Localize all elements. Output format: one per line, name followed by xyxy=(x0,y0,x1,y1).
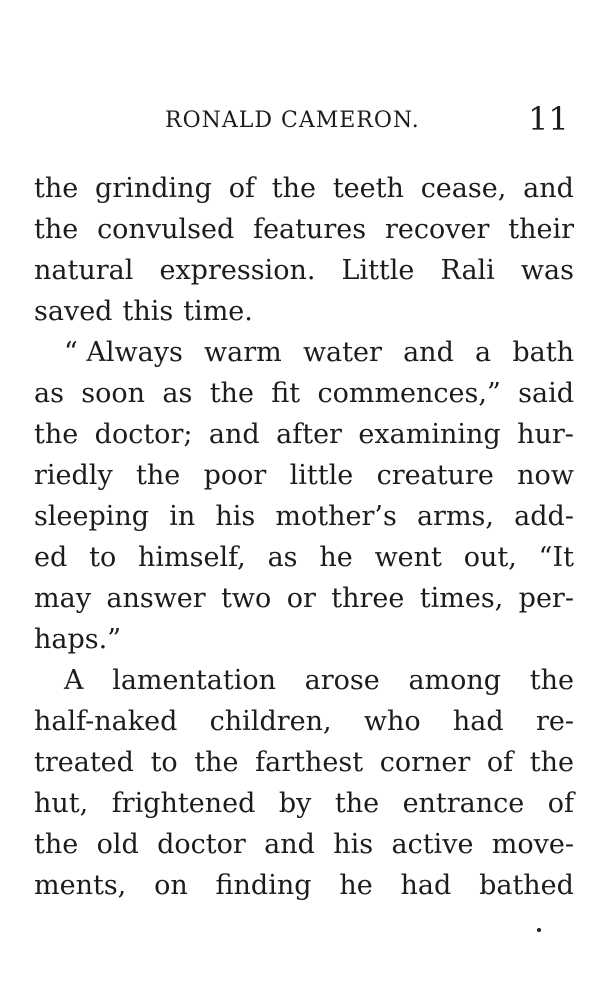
word: sleeping xyxy=(34,501,150,532)
word: poor xyxy=(203,460,267,491)
word: as xyxy=(162,378,193,409)
word: he xyxy=(319,542,353,573)
word: hut, xyxy=(34,788,89,819)
text-line xyxy=(34,578,574,619)
word: farthest xyxy=(255,747,364,778)
word: the xyxy=(209,378,254,409)
word: the xyxy=(529,665,574,696)
word: may xyxy=(34,583,91,614)
word: half-naked xyxy=(34,706,178,737)
text-line xyxy=(34,660,574,701)
text-line xyxy=(34,209,574,250)
word: arose xyxy=(304,665,380,696)
ink-speck xyxy=(537,928,541,932)
text-line xyxy=(34,783,574,824)
word: himself, xyxy=(138,542,246,573)
word: or xyxy=(286,583,316,614)
text-line xyxy=(34,414,574,455)
word: of xyxy=(486,747,514,778)
word: Rali xyxy=(440,255,495,286)
body-text xyxy=(34,168,574,906)
word: and xyxy=(208,419,260,450)
text-line xyxy=(34,619,574,660)
word: examining xyxy=(358,419,501,450)
word: the xyxy=(334,788,380,819)
word: re- xyxy=(535,706,574,737)
word: his xyxy=(333,829,374,860)
text-line xyxy=(34,291,574,332)
text-line xyxy=(34,168,574,209)
word: answer xyxy=(106,583,206,614)
word: times, xyxy=(419,583,504,614)
word: old xyxy=(96,829,139,860)
word: fit xyxy=(271,378,301,409)
word: haps.” xyxy=(34,624,122,655)
text-line xyxy=(34,332,574,373)
word: was xyxy=(520,255,574,286)
word: finding xyxy=(215,870,312,901)
word: “It xyxy=(538,542,574,573)
word: after xyxy=(276,419,342,450)
word: expression. xyxy=(159,255,316,286)
word: his xyxy=(215,501,256,532)
word: bath xyxy=(512,337,574,368)
word: riedly xyxy=(34,460,113,491)
word: lamentation xyxy=(112,665,276,696)
word: he xyxy=(339,870,373,901)
word: saved xyxy=(34,296,113,327)
word: add- xyxy=(514,501,574,532)
word: convulsed xyxy=(97,214,235,245)
running-head xyxy=(0,100,611,140)
word: as xyxy=(267,542,298,573)
word: mother’s xyxy=(275,501,397,532)
word: treated xyxy=(34,747,134,778)
word: soon xyxy=(81,378,146,409)
word: on xyxy=(154,870,188,901)
word: to xyxy=(89,542,117,573)
word: by xyxy=(278,788,312,819)
word: grinding xyxy=(95,173,212,204)
text-line xyxy=(34,537,574,578)
word: Little xyxy=(341,255,415,286)
word: water xyxy=(302,337,382,368)
word: the xyxy=(194,747,239,778)
word: the xyxy=(34,419,79,450)
word: doctor xyxy=(157,829,246,860)
word: went xyxy=(374,542,442,573)
word: the xyxy=(271,173,316,204)
word: of xyxy=(228,173,255,204)
word: and xyxy=(264,829,315,860)
word: creature xyxy=(376,460,494,491)
word: out, xyxy=(463,542,517,573)
word: who xyxy=(363,706,421,737)
word: the xyxy=(34,214,79,245)
word: entrance xyxy=(402,788,525,819)
word: to xyxy=(150,747,178,778)
text-line xyxy=(34,865,574,906)
text-line xyxy=(34,701,574,742)
word: corner xyxy=(379,747,471,778)
word: two xyxy=(221,583,272,614)
word: and xyxy=(403,337,454,368)
word: commences,” xyxy=(317,378,501,409)
word: A xyxy=(64,665,84,696)
word: of xyxy=(547,788,574,819)
word: move- xyxy=(491,829,574,860)
text-line xyxy=(34,824,574,865)
word: among xyxy=(408,665,502,696)
word: ed xyxy=(34,542,68,573)
word: now xyxy=(517,460,574,491)
word: active xyxy=(391,829,474,860)
word: cease, xyxy=(420,173,507,204)
word: as xyxy=(34,378,64,409)
word: recover xyxy=(384,214,490,245)
word: this xyxy=(122,296,174,327)
text-line xyxy=(34,373,574,414)
word: the xyxy=(136,460,181,491)
page-number: 11 xyxy=(528,100,569,138)
text-line xyxy=(34,250,574,291)
word: in xyxy=(169,501,196,532)
text-line xyxy=(34,742,574,783)
word: three xyxy=(331,583,405,614)
word: a xyxy=(475,337,492,368)
word: hur- xyxy=(517,419,574,450)
word: doctor; xyxy=(94,419,193,450)
word: teeth xyxy=(332,173,404,204)
word: had xyxy=(400,870,452,901)
text-line xyxy=(34,496,574,537)
word: natural xyxy=(34,255,134,286)
word: per- xyxy=(518,583,574,614)
word: the xyxy=(34,173,79,204)
word: and xyxy=(523,173,574,204)
word: their xyxy=(508,214,574,245)
word: little xyxy=(289,460,354,491)
word: the xyxy=(34,829,79,860)
word: bathed xyxy=(479,870,574,901)
word: had xyxy=(452,706,504,737)
word: said xyxy=(518,378,574,409)
word: ments, xyxy=(34,870,127,901)
word: “ Always xyxy=(64,337,183,368)
running-title: RONALD CAMERON. xyxy=(165,108,420,133)
text-line xyxy=(34,455,574,496)
word: the xyxy=(529,747,574,778)
word: warm xyxy=(204,337,282,368)
word: frightened xyxy=(111,788,256,819)
word: features xyxy=(253,214,367,245)
word: children, xyxy=(209,706,332,737)
word: time. xyxy=(183,296,253,327)
word: arms, xyxy=(416,501,494,532)
